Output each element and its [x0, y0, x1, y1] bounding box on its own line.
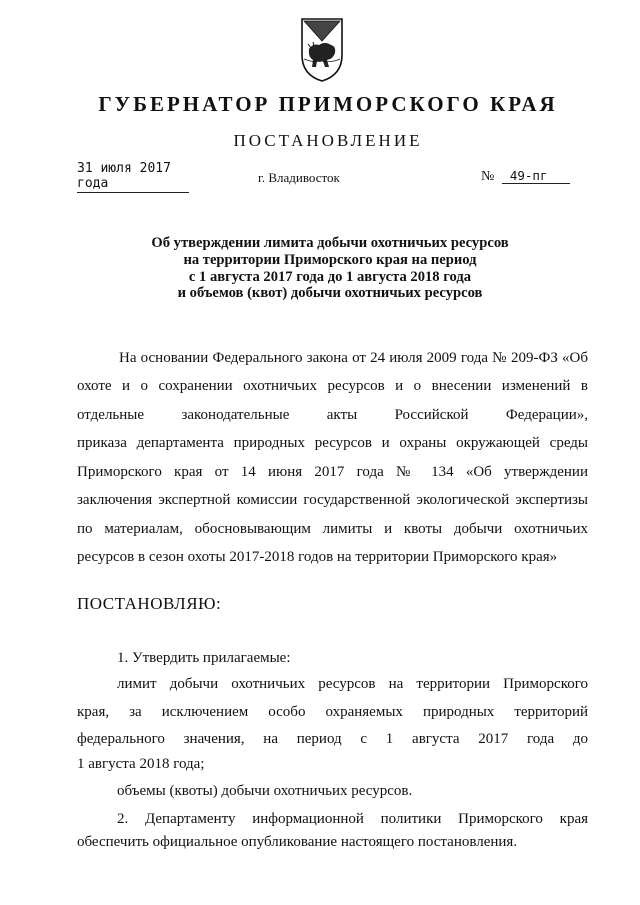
item1-quota: объемы (квоты) добычи охотничьих ресурсов. — [117, 783, 413, 799]
item1-intro: 1. Утвердить прилагаемые: — [117, 650, 291, 666]
item1-limit-line: лимит добычи охотничьих ресурсов на территории Приморского — [117, 676, 588, 692]
number-value: 49-пг — [502, 168, 570, 184]
item1-limit-line: края, за исключением особо охраняемых природных территорий — [77, 704, 588, 720]
document-date: 31 июля 2017 года — [77, 161, 189, 193]
preamble-line: ресурсов в сезон охоты 2017-2018 годов на территории Приморского края» — [77, 549, 558, 565]
resolve-heading: ПОСТАНОВЛЯЮ: — [77, 594, 222, 613]
number-sign: № — [481, 169, 495, 184]
preamble-line: На основании Федерального закона от 24 июля 2009 года № 209-ФЗ «Об — [119, 350, 588, 366]
preamble-line: Приморского края от 14 июня 2017 года № 134 «Об утверждении — [77, 464, 588, 480]
preamble-line: приказа департамента природных ресурсов и охраны окружающей среды — [77, 435, 588, 451]
item1-limit-line: федерального значения, на период с 1 августа 2017 года до — [77, 731, 588, 747]
preamble-line: охоте и о сохранении охотничьих ресурсов и о внесении изменений в — [77, 378, 588, 394]
document-type: ПОСТАНОВЛЕНИЕ — [233, 131, 423, 150]
item2-line: обеспечить официальное опубликование настоящего постановления. — [77, 834, 518, 850]
item2-line: 2. Департаменту информационной политики Приморского края — [117, 811, 588, 827]
document-number — [481, 168, 570, 185]
item1-limit-line: 1 августа 2018 года; — [77, 756, 205, 772]
title-line: с 1 августа 2017 года до 1 августа 2018 года — [188, 268, 472, 285]
preamble-line: заключения экспертной комиссии государственной экологической экспертизы — [77, 492, 588, 508]
preamble-line: отдельные законодательные акты Российской Федерации», — [77, 407, 588, 423]
title-line: и объемов (квот) добычи охотничьих ресурсов — [177, 285, 483, 302]
document-city: г. Владивосток — [258, 170, 340, 185]
title-line: на территории Приморского края на период — [183, 251, 477, 268]
document-title — [120, 235, 540, 302]
preamble-line: по материалам, обосновывающим лимиты и квоты добычи охотничьих — [77, 521, 588, 537]
coat-of-arms-icon — [299, 15, 345, 83]
title-line: Об утверждении лимита добычи охотничьих ресурсов — [151, 235, 509, 251]
issuer-title: ГУБЕРНАТОР ПРИМОРСКОГО КРАЯ — [98, 92, 558, 116]
